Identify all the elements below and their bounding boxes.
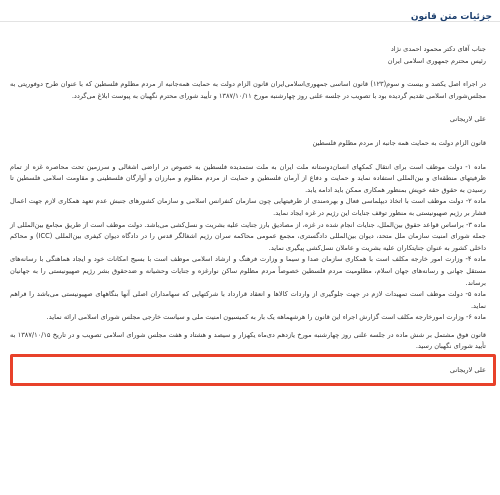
law-signature: علی لاریجانی [449, 366, 486, 375]
law-title: قانون الزام دولت به حمایت همه جانبه از مردم مظلوم فلسطین [312, 138, 486, 147]
letter-signature: علی لاریجانی [449, 115, 486, 124]
page-title: جزئیات متن قانون [410, 12, 492, 22]
article-5: ماده ۵- دولت موظف است تمهیدات لازم در جهت جلوگیری از واردات کالاها و انعقاد قرارداد با شرکتهایی که سهامداران اصلی آنها بنگاههای صهیونیستی می‌باشد را فراهم نماید. [10, 290, 487, 310]
recipient-name: جناب آقای دکتر محمود احمدی نژاد [390, 45, 486, 53]
article-3: ماده ۳- براساس قواعد حقوق بین‌الملل، جنایات انجام شده در غزه، از مصادیق بارز جنایت علیه بشریت و نسل‌کشی می‌باشد. دولت موظف است از طریق مجامع بین‌المللی از جمله شورای امنیت سازمان ملل متحد، دیوان بین‌المللی دادگستری، مجمع عمومی محاکمه سران رژیم اشغالگر قدس را در دادگاه دیوان کیفری بین‌المللی (ICC) و محاکم داخلی کشور به عنوان جنایتکاران علیه بشریت و عاملان نسل‌کشی پیگیری نماید. [10, 220, 486, 252]
article-6: ماده ۶- وزارت امورخارجه مکلف است گزارش اجراء این قانون را هرشهماهه یک بار به کمیسیون امنیت ملی و سیاست خارجی مجلس شورای اسلامی ارائه نماید. [46, 313, 486, 322]
law-text [0, 22, 500, 377]
law-closing: قانون فوق مشتمل بر شش ماده در جلسه علنی روز چهارشنبه مورخ یازدهم دی‌ماه یکهزار و سیصد و هشتاد و هفت مجلس شورای اسلامی تصویب و در تاریخ ۱۳۸۷/۱۰/۱۵ به تأیید شورای نگهبان رسید. [10, 330, 486, 351]
recipient-title: رئیس محترم جمهوری اسلامی ایران [387, 56, 486, 65]
article-1: ماده ۱- دولت موظف است برای انتقال کمکهای انسان‌دوستانه ملت ایران به ملت ستمدیده فلسطین به خصوص در اراضی اشغالی و سرزمین تحت محاصره غزه از تمام ظرفیتهای منطقه‌ای و بین‌المللی استفاده نماید و حمایت و دفاع از آرمان فلسطین و حمایت از مردم مظلوم و مبارزان و آوارگان فلسطینی و مقاومت اسلامی فلسطین تا رسیدن به حقوق حقه خویش بمنظور همکاری ممکن باید ادامه یابد. [10, 162, 487, 194]
article-2: ماده ۲- دولت موظف است با اتخاذ دیپلماسی فعال و بهره‌مندی از ظرفیتهایی چون سازمان کنفرانس اسلامی و سازمان کشورهای جنبش عدم تعهد همکاری لازم جهت اعمال فشار بر رژیم صهیونیستی به منظور توقف جنایات این رژیم در غزه ایجاد نماید. [10, 197, 486, 217]
letter-body: در اجراء اصل یکصد و بیست و سوم(۱۲۳) قانون اساسی جمهوری‌اسلامی‌ایران قانون الزام دولت به حمایت همه‌جانبه از مردم مظلوم فلسطین که با عنوان طرح دوفوریتی به مجلس‌شورای اسلامی تقدیم گردیده بود با تصویب در جلسه علنی روز چهارشنبه مورخ ۱۳۸۷/۱۰/۱۱ و تأیید شورای محترم نگهبان به پیوست ابلاغ می‌گردد. [10, 80, 486, 100]
article-4: ماده ۴- وزارت امور خارجه مکلف است با همکاری سازمان صدا و سیما و وزارت فرهنگ و ارشاد اسلامی موظف است با بسیج امکانات خود و ایجاد هماهنگی با رسانه‌های مستقل جهانی و رسانه‌های جهان اسلام، مظلومیت مردم فلسطین خصوصاً مردم مظلوم ساکن نوارغزه و جنایات وحشیانه و ضدحقوق بشر رژیم صهیونیستی را به جهانیان برساند. [10, 255, 486, 287]
page-header [0, 0, 500, 22]
